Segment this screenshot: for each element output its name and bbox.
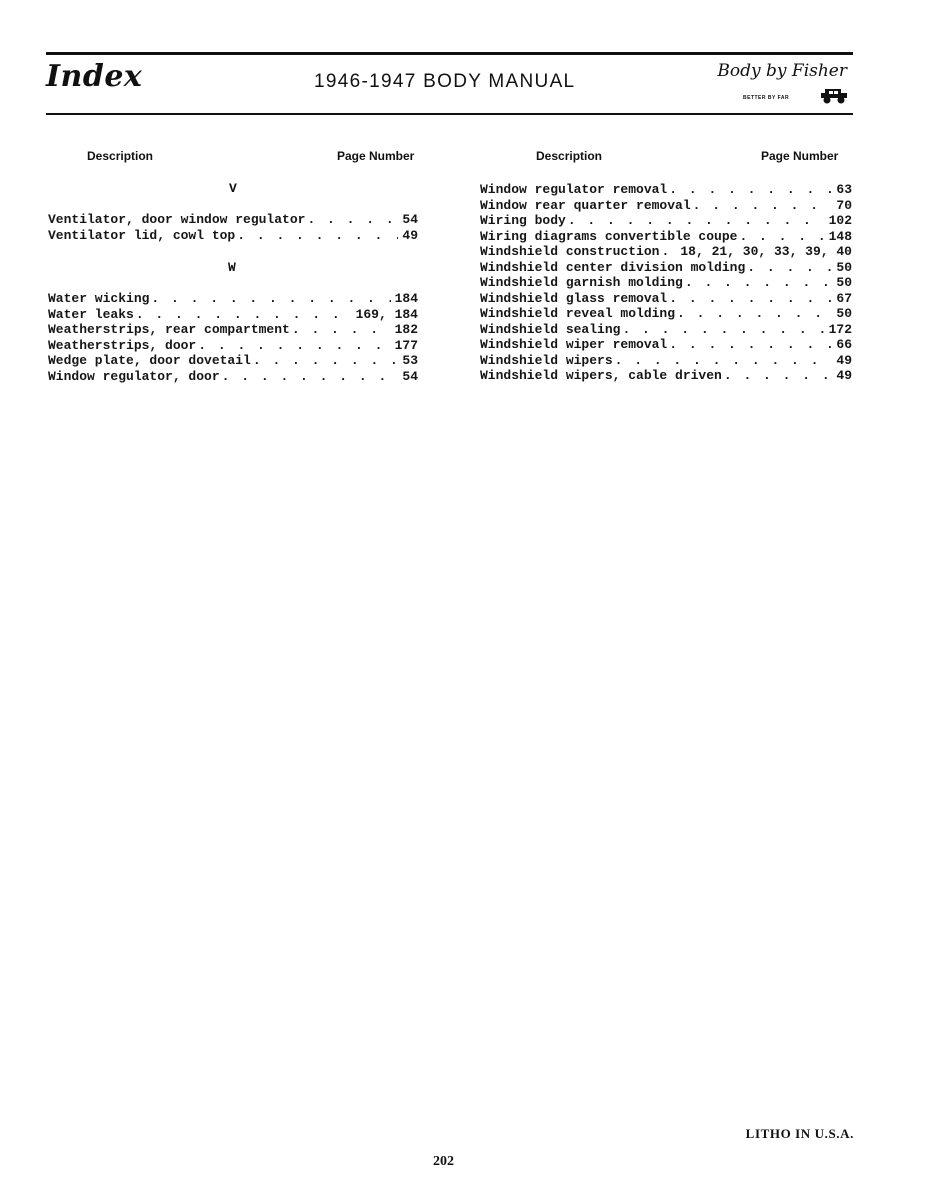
page-header xyxy=(46,52,853,115)
entry-description: Window regulator removal xyxy=(480,182,668,197)
leader-dots xyxy=(292,322,391,337)
index-entry xyxy=(480,291,852,307)
entry-description: Window rear quarter removal xyxy=(480,197,691,213)
leader-dots xyxy=(568,213,825,228)
left-index-list-w xyxy=(48,291,418,384)
index-entry xyxy=(48,212,418,228)
entry-description: Windshield reveal molding xyxy=(480,306,676,321)
entry-description: Water leaks xyxy=(48,306,134,322)
leader-dots xyxy=(622,322,824,337)
entry-description: Wedge plate, door dovetail xyxy=(48,353,251,368)
index-entry xyxy=(48,353,418,369)
entry-page: 169, 184 xyxy=(355,306,418,322)
leader-dots xyxy=(136,307,352,322)
right-index-list xyxy=(480,182,852,384)
index-entry xyxy=(480,244,852,260)
logo-tagline: BETTER BY FAR xyxy=(743,95,790,101)
index-entry xyxy=(480,213,852,229)
index-entry xyxy=(480,306,852,322)
leader-dots xyxy=(693,198,833,213)
left-description-header: Description xyxy=(87,149,154,163)
leader-dots xyxy=(661,244,676,259)
leader-dots xyxy=(615,353,833,368)
index-entry xyxy=(480,260,852,276)
manual-title: 1946-1947 BODY MANUAL xyxy=(314,71,576,92)
leader-dots xyxy=(151,291,390,306)
entry-page: 184 xyxy=(394,291,418,306)
leader-dots xyxy=(669,291,832,306)
entry-page: 67 xyxy=(836,290,852,306)
entry-description: Water wicking xyxy=(48,291,150,306)
entry-description: Wiring body xyxy=(480,213,566,228)
body-by-fisher-logo xyxy=(717,61,853,109)
leader-dots xyxy=(222,369,399,384)
entry-page: 102 xyxy=(828,213,852,228)
page-number: 202 xyxy=(433,1154,454,1169)
entry-page: 49 xyxy=(836,368,852,383)
leader-dots xyxy=(198,338,390,353)
entry-description: Windshield garnish molding xyxy=(480,275,683,290)
entry-description: Windshield wipers xyxy=(480,352,613,368)
section-letter-w: W xyxy=(228,260,236,275)
entry-description: Windshield construction xyxy=(480,244,660,259)
left-page-number-header: Page Number xyxy=(337,149,415,163)
entry-page: 177 xyxy=(394,337,418,353)
entry-description: Weatherstrips, door xyxy=(48,337,197,353)
entry-page: 50 xyxy=(836,306,852,321)
entry-description: Window regulator, door xyxy=(48,368,220,384)
leader-dots xyxy=(669,337,832,352)
entry-description: Wiring diagrams convertible coupe xyxy=(480,228,738,244)
entry-page: 49 xyxy=(402,227,418,243)
entry-description: Windshield wipers, cable driven xyxy=(480,368,722,383)
index-entry xyxy=(48,322,418,338)
entry-page: 18, 21, 30, 33, 39, 40 xyxy=(680,244,852,259)
index-entry xyxy=(48,369,418,385)
section-title: Index xyxy=(46,59,143,94)
leader-dots xyxy=(685,275,833,290)
index-entry xyxy=(480,182,852,198)
index-entry xyxy=(480,275,852,291)
index-entry xyxy=(48,291,418,307)
entry-page: 49 xyxy=(836,352,852,368)
entry-page: 53 xyxy=(402,353,418,368)
entry-page: 54 xyxy=(402,368,418,384)
leader-dots xyxy=(739,229,824,244)
index-entry xyxy=(480,337,852,353)
entry-description: Windshield center division molding xyxy=(480,259,746,275)
index-entry xyxy=(48,228,418,244)
coach-icon xyxy=(819,87,849,105)
entry-description: Windshield glass removal xyxy=(480,290,668,306)
litho-notice: LITHO IN U.S.A. xyxy=(745,1126,854,1141)
index-entry xyxy=(48,307,418,323)
entry-page: 50 xyxy=(836,275,852,290)
index-entry xyxy=(480,368,852,384)
entry-page: 182 xyxy=(394,322,418,337)
index-entry xyxy=(480,229,852,245)
left-index-list-v xyxy=(48,212,418,243)
leader-dots xyxy=(677,306,832,321)
entry-page: 50 xyxy=(836,259,852,275)
entry-description: Weatherstrips, rear compartment xyxy=(48,322,290,337)
entry-description: Ventilator, door window regulator xyxy=(48,212,306,227)
index-entry xyxy=(480,322,852,338)
index-entry xyxy=(480,198,852,214)
leader-dots xyxy=(669,182,832,197)
leader-dots xyxy=(237,228,398,243)
entry-page: 54 xyxy=(402,212,418,227)
entry-page: 70 xyxy=(836,197,852,213)
right-description-header: Description xyxy=(536,149,603,163)
entry-description: Windshield wiper removal xyxy=(480,337,668,352)
entry-page: 172 xyxy=(828,321,852,337)
leader-dots xyxy=(724,368,833,383)
leader-dots xyxy=(253,353,399,368)
section-letter-v: V xyxy=(229,181,237,196)
entry-page: 63 xyxy=(836,182,852,197)
entry-page: 66 xyxy=(836,337,852,352)
entry-page: 148 xyxy=(828,228,852,244)
index-entry xyxy=(480,353,852,369)
index-entry xyxy=(48,338,418,354)
right-page-number-header: Page Number xyxy=(761,149,839,163)
entry-description: Ventilator lid, cowl top xyxy=(48,227,236,243)
leader-dots xyxy=(307,212,398,227)
entry-description: Windshield sealing xyxy=(480,321,621,337)
leader-dots xyxy=(747,260,832,275)
logo-text: Body by Fisher xyxy=(717,61,847,81)
